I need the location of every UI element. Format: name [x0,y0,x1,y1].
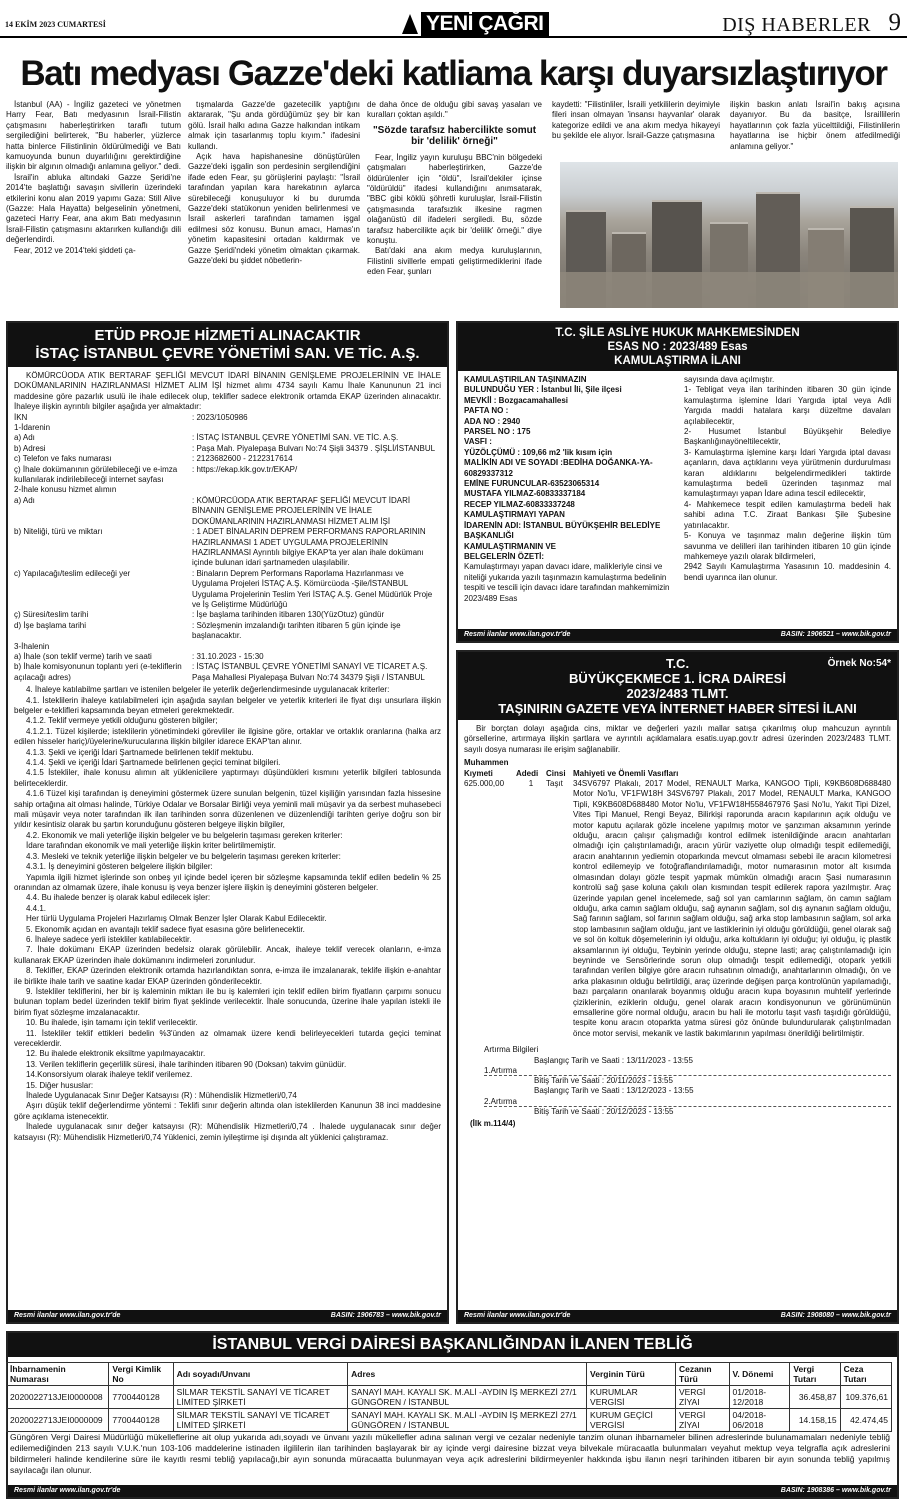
detail-row [14,444,441,454]
enforcement-notice [456,650,899,1324]
tax-notice-title: İSTANBUL VERGİ DAİRESİ BAŞKANLIĞINDAN İLANEN TEBLİĞ [8,1333,897,1357]
file-number: 2023/2483 TLMT. [626,686,729,701]
detail-key: b) Niteliği, türü ve miktarı [14,527,103,537]
expropriation-clause: sayısında dava açılmıştır. [684,375,775,384]
item-description: 34SV6797 Plakalı, 2017 Model, RENAULT Marka, KANGOO Tipli, K9KB608D688480 Motor No'lu, VF1FW18H 34SV6797 Plakalı, 2017 Model, RENAULT Marka, KANGOO Tipli, K9KB608D688480 Motor No'lu, VF1FW18H558467976 Şasi No'lu, Yakıt Tipi Dizel, Vites Tipi Manuel, Rengi Beyaz, Bilirkişi raporunda aracın kapılarının açık olduğu ve motor kaputu açılarak gözle incelene yapılmış motor ve şanzıman aksamının yerinde olduğu, aracın çalışır çalışmadığı kontrol edilmek istenildiğinde aracın anahtarları olmadığı için çalıştırılamadığı, aracın yürür vaziyette olup olmadığı tespit edilemediği, aracın anahtarının yediemin otoparkında mevcut olmaması sebebi ile aracın kilometresi kontrol edilemeyip ve fotoğraflandırılamadığı, motor numarasının motor alt kısımda olmasından dolayı gözle tespit yapmak mümkün olmadığı aracın Şasi numarasının kontrolü sağ şase koluna çakılı olan kısmından tespit edilerek rapora yazılmıştır. Araç üzerinde yapılan genel incelemede, sağ sol yan camlarının sağlam, ön camın sağlam olduğu, arka camın sağlam olduğu, sağ aynanın sağlam, sol dış aynanın sağlam olduğu, Sağ farının sağlam, sol farının sağlam olduğu, sağ arka stop lambasının sağlam, sol arka stop lambasının sağlam olduğu, jant ve lastiklerinin iyi olduğu görüldüğü, genel olarak sağ ve sol ön koltuk döşemelerinin iyi olduğu, arka koltukların iyi olduğu; iyi olduğu, iç plastik aksamlarının iyi olduğu, Teybinin yerinde olduğu, stepne lasti; araç çalıştırılamadığı için beyninde ve Sensörlerinde sorun olup olmadığı tespit edilemediği, otopark yetkili tarafından verilen bilgiye göre aracın ruhsatının olmadığı, anahtarlarının olmadığı, ön ve arka plakasının olduğu belirtildiği, araç üzerinde değişen parça kontrolünün yapılamadığı, bazı parçaların onarılarak boyanmış olduğu aracın kupa boyasının muhtelif yerlerinde çiziklerinin, eziklerin olduğu, genel olarak aracın kondisyonunun ve görünümünün emsallerine göre normal olduğu, aracın bu hali ile motorlu taşıt vasfı taşıdığı görüldüğü, tespite konu aracın otoparkta yatma süresi göz önünde bulundurularak çalıştırılmadan önce motor servisi, mekanik ve lastik bakımlarının yapılması önerildiği belirtilmiştir. [573,779,891,1038]
condition-paragraph: 12. Bu ihalede elektronik eksiltme yapılmayacaktır. [26,1049,206,1059]
col-muhammen: Muhammen [464,758,509,768]
condition-paragraph: 4.4.1. [26,903,47,913]
expropriation-line: BELGELERİN ÖZETİ: [464,551,544,561]
tax-notice-body: Güngören Vergi Dairesi Müdürlüğü mükelleflerine ait olup yukarıda adı,soyadı ve ünvanı yazılı mükellefler adına salınan vergi ve cezalar nedeniyle tanzim olunan ihbarnameler bilinen adreslerinde bulunamamaları nedeniyle tebliğ edilemediğinden 213 sayılı V.U.K.'nun 103-106 maddelerine istinaden ilgililerin ilan tarihinden başlayarak bir ay içinde vergi dairesine bizzat veya bilvekale müracaatla bulunmaları veyahut mektup veya telgrafla açık adreslerini bildirmeleri halinde kendilerine süre ile kayıtlı resmi tebliğ yapılacağı,bir ayın sonunda müracaatta bulunmayan veya açık adreslerini bildirmeyenler hakkında işbu ilanın neşri tarihinden itibaren bir ayın sonunda tebliğ yapılmış sayılacağı ilan olunur. [10,1432,890,1475]
tax-col-header: Cezanın Türü [675,1363,729,1386]
paragraph: kaydetti: "Filistinliler, İsraili yetkililerin deyimiyle fileri insan olmayan 'insansı hayvanlar' olarak kategorize edildi ve ana akım medya hikayeyi bu şekilde ele alıyor. İsrail-Gazze çatışmasına [552,100,720,141]
tax-cell: SİLMAR TEKSTİL SANAYİ VE TİCARET LİMİTED ŞİRKETİ [173,1409,348,1432]
detail-row [14,527,441,569]
paragraph: Fear, 2012 ve 2014'teki şiddeti ça- [14,245,136,255]
detail-row [14,642,441,652]
condition-paragraph: 4. İhaleye katılabilme şartları ve istenilen belgeler ile yeterlik değerlendirmesinde uygulanacak kriterler: [26,685,390,695]
detail-key: b) Adresi [14,443,46,453]
detail-row [14,496,441,527]
tax-cell: VERGİ ZİYAI [675,1409,729,1432]
tax-cell: 2020022713JEI0000009 [7,1409,109,1432]
col-adedi: Adedi [516,768,539,778]
item-value: 625.000,00 [464,779,505,789]
paragraph: Fear, İngiliz yayın kuruluşu BBC'nin bölgedeki çatışmaları haberleştirirken, Gazze'de öldürülenler için "öldü", İsrail'dekiler içinse "öldürüldü" ifadesi kullandığını anımsatarak, "BBC gibi köklü şöhretli kuruluşlar, İsrail-Filistin çatışmasında tarafsızlık ilkesine ragmen olağanüstü dil ifadeleri sergiledi. Bu, sözde tarafsız habercilikte açık bir 'delilik' örneği." diye konuştu. [367,152,542,246]
detail-value [192,642,441,652]
expropriation-line: VASFI : [464,437,492,447]
detail-value: : 2123682600 - 2122317614 [192,454,293,464]
condition-paragraph: Her türlü Uygulama Projeleri Hazırlamış Olmak Benzer İşler Olarak Kabul Edilecektir. [26,914,327,924]
auction-2-end: Bitiş Tarih ve Saati : 20/12/2023 - 13:55 [534,1106,674,1116]
footer-ilan-link[interactable]: Resmi ilanlar www.ilan.gov.tr'de [14,1487,121,1494]
expropriation-line: İDARENİN ADI: İSTANBUL BÜYÜKŞEHİR BELEDİYE BAŞKANLIĞI [464,520,661,541]
subheading: "Sözde tarafsız habercilikte somut bir 'delilik' örneği" [372,124,537,147]
detail-row [14,610,441,620]
condition-paragraph: 15. Diğer hususlar: [26,1080,94,1090]
detail-value [192,423,441,433]
tax-col-header: Vergi Kimlik No [109,1363,173,1386]
expropriation-clause: 3- Kamulaştırma işlemine karşı İdari Yargıda iptal davası açanların, dava açtıklarını veya yürütmenin durdurulması karan aldıklarını belgelendirmedikleri taktirde kamulaştırma bedeli üzerinden taşınmaz mal kamulaştırmayı yapan İdare adına tescil edilecektir, [684,447,891,499]
condition-paragraph: 4.4. Bu ihalede benzer iş olarak kabul edilecek işler: [26,893,211,903]
issue-date: 14 EKİM 2023 CUMARTESİ [5,20,106,29]
condition-paragraph: 4.2. Ekonomik ve mali yeterliğe ilişkin belgeler ve bu belgelerin taşıması gereken kriterler: [26,830,343,840]
condition-paragraph: Aşırı düşük teklif değerlendirme yöntemi : Teklifi sınır değerin altında olan isteklilerden Kanunun 38 inci maddesine göre açıklama istenecektir. [14,1101,441,1121]
condition-paragraph: 6. İhaleye sadece yerli istekliler katılabilecektir. [26,934,192,944]
detail-row [14,485,441,495]
condition-paragraph: İdare tarafından ekonomik ve mali yeterliğe ilişkin kriter belirtilmemiştir. [26,841,276,851]
expropriation-clause: 1- Tebligat veya ilan tarihinden itibaren 30 gün içinde kamulaştırma işlemine İdari Yargıda iptal veya Adli Yargıda maddi hatalara karşı düzeltme davaları açılabilecektir, [684,385,891,426]
article-column-1 [6,100,181,256]
article-column-4 [552,100,720,142]
tax-cell: KURUM GEÇİCİ VERGİSİ [587,1409,676,1432]
detail-value [192,485,441,495]
item-type: Taşıt [546,779,563,789]
expropriation-line: PARSEL NO : 175 [464,427,531,437]
tax-cell: VERGİ ZİYAI [675,1386,729,1409]
detail-key: b) İhale komisyonunun toplantı yeri (e-tekliflerin açılacağı adres) [14,662,182,682]
condition-paragraph: 4.1.2. Teklif vermeye yetkili olduğunu gösteren bilgiler; [26,716,218,726]
tax-cell: 109.376,61 [840,1386,891,1409]
footer-basin: BASIN: 1908080 – www.bik.gov.tr [780,1312,891,1319]
gaza-destruction-photo [560,162,898,308]
detail-value: : İSTAÇ İSTANBUL ÇEVRE YÖNETİMİ SANAYİ VE TİCARET A.Ş. Paşa Mahallesi Piyalepaşa Bulvarı No:74 34379 Şişli / İSTANBUL [192,662,428,682]
auction-1-end: Bitiş Tarih ve Saati : 20/11/2023 - 13:55 [534,1076,673,1085]
detail-key: a) İhale (son teklif verme) tarih ve saati [14,651,152,661]
tax-col-header: Adres [348,1363,587,1386]
item-count: 1 [528,779,534,789]
tax-row [7,1409,892,1432]
court-title: T.C. ŞİLE ASLİYE HUKUK MAHKEMESİNDEN [555,327,800,339]
paragraph: de daha önce de olduğu gibi savaş yasaları ve kuralları çoktan aşıldı." [367,100,542,120]
detail-key: c) Telefon ve faks numarası [14,454,112,464]
detail-value: : Sözleşmenin imzalandığı tarihten itibaren 5 gün içinde işe başlanacaktır. [192,620,401,641]
auction-2-label: 2.Artırma [484,1096,517,1106]
detail-key: İKN [14,412,28,422]
tax-col-header: Vergi Tutarı [790,1363,840,1386]
condition-paragraph: 4.1.2.1. Tüzel kişilerde; isteklilerin yönetimindeki görevliler ile ilgisine göre, ortaklar ve ortaklık oranlarına (halka arz edilen hisseler hariç)/üyelerine/kurucularına ilişkin bilgiler idarece EKAP'tan alınır. [14,726,441,747]
condition-paragraph: 4.3. Mesleki ve teknik yeterliğe ilişkin belgeler ve bu belgelerin taşıması gereken kriterler: [26,851,341,861]
tax-col-header: İhbarnamenin Numarası [7,1363,109,1386]
logo-flame-icon [402,14,418,34]
detail-row [14,423,441,433]
detail-row [14,662,441,683]
expropriation-line: MUSTAFA YILMAZ-60833337184 [464,489,586,499]
tax-col-header: Verginin Türü [587,1363,676,1386]
tender-details [14,413,441,684]
footer-basin: BASIN: 1906783 – www.bik.gov.tr [330,1312,441,1319]
tax-table [6,1362,892,1432]
paragraph: Batı'daki ana akım medya kuruluşlarının, Filistinli sivillerle empati geliştirmediklerini ifade eden Fear, şunları [367,246,542,277]
tax-row [7,1386,892,1409]
enforcement-intro: Bir borçtan dolayı aşağıda cins, miktar ve değerleri yazılı mallar satışa çıkarılmış olup mahcuzun ayrıntılı görsellerine, artırmaya ilişkin şartlara ve ayrıntılı açıklamalara esatis.uyap.gov.tr adresi üzerinden 2023/2483 TLMT. sayılı dosya numarası ile erişim sağlanabilir. [464,724,891,754]
condition-paragraph: 11. İstekliler teklif ettikleri bedelin %3'ünden az olmamak üzere kendi belirleyecekleri tutarda geçici teminat vereceklerdir. [14,1028,441,1048]
tender-conditions [14,685,441,1143]
tender-notice-header [8,323,447,367]
expropriation-line: KAMULAŞTIRMAYI YAPAN [464,510,565,520]
detail-value: : İSTAÇ İSTANBUL ÇEVRE YÖNETİMİ SAN. VE TİC. A.Ş. [192,433,399,443]
condition-paragraph: 4.1.5 İstekliler, ihale konusu alımın alt yüklenicilere yaptırmayı düşündükleri kısmını yeterlik bilgileri tablosunda belirteceklerdir. [14,768,441,788]
expropriation-line: MALİKİN ADI VE SOYADI :BEDİHA DOĞANKA-YA-60829337312 [464,458,653,478]
auction-start: Başlangıç Tarih ve Saati : 13/11/2023 - 13:55 [534,1055,693,1065]
paragraph: İsrail'in abluka altındaki Gazze Şeridi'ne 2014'te başlattığı savaşın sivillerin üzerindeki etkilerini konu alan 2019 yapımı Gaza: Still Alive (Gazze: Hala Hayatta) belgeselinin yönetmeni, gazeteci Harry Fear, ana akım Batı medyasının İsrail-Filistin çatışmasını aktarırken kullandığı dili değerlendirdi. [6,172,181,245]
condition-paragraph: 14.Konsorsiyum olarak ihaleye teklif verilemez. [26,1070,193,1080]
auction-title: Artırma Bilgileri [484,1045,539,1055]
tax-cell: SANAYİ MAH. KAYALI SK. M.ALİ -AYDIN İŞ MERKEZİ 27/1 GÜNGÖREN / İSTANBUL [348,1386,587,1409]
headline: Batı medyası Gazze'deki katliama karşı duyarsızlaştırıyor [20,54,887,93]
auction-2-start: Başlangıç Tarih ve Saati : 13/12/2023 - 13:55 [534,1086,694,1096]
paragraph: Açık hava hapishanesine dönüştürülen Gazze'deki işgalin son perdesinin sergilendiğini ifade eden Fear, şu görüşlerini paylaştı: "İsrail tarafından yapılan kara harekatının aylarca sürebileceği konuşuluyor ki bu durumda Gazze'deki statükonun yeniden belirlenmesi ve İsrail askerleri tarafından tamamen işgal edilmesi söz konusu. Bunun amacı, Hamas'ın yönetim kapasitesini ortadan kaldırmak ve Gazze Şeridi'ndeki yönetim olmaktan çıkarmak. Gazze'deki bu şiddet nöbetlerin- [188,152,360,266]
condition-paragraph: 10. Bu ihalede, işin tamamı için teklif verilecektir. [26,1018,198,1028]
footer-basin: BASIN: 1908386 – www.bik.gov.tr [780,1487,891,1494]
ornek-number: Örnek No:54* [827,658,891,669]
tax-cell: SİLMAR TEKSTİL SANAYİ VE TİCARET LİMİTED ŞİRKETİ [173,1386,348,1409]
detail-key: ç) İhale dokümanının görülebileceği ve e-imza kullanılarak indirilebileceği internet sayfası [14,464,178,485]
tax-cell: 7700440128 [109,1409,173,1432]
expropriation-line: RECEP YILMAZ-60833337248 [464,499,575,509]
detail-row [14,652,441,662]
detail-value: : KÖMÜRCÜODA ATIK BERTARAF ŞEFLİĞİ MEVCUT İDARİ BİNANIN GENİŞLEME PROJELERİNİN VE İHALE DOKÜMANLARININ HAZIRLANMASI HİZMET ALIM İŞİ [192,495,411,526]
condition-paragraph: 9. İstekliler tekliflerini, her bir iş kaleminin miktarı ile bu iş kalemleri için teklif edilen birim fiyatların çarpımı sonucu bulunan toplam bedel üzerinden teklif birim fiyat şeklinde verilecektir. İhale sonucunda, üzerine ihale yapılan istekli ile birim fiyat sözleşme imzalanacaktır. [14,986,441,1017]
expropriation-line: ADA NO : 2940 [464,416,521,426]
section-title: DIŞ HABERLER [722,14,871,36]
tender-footer [8,1310,447,1322]
page-header [0,0,907,38]
expropriation-right-col [684,375,891,604]
expropriation-line: KAMULAŞTIRILAN TAŞINMAZIN [464,375,587,384]
detail-key: a) Adı [14,495,35,505]
office-title: BÜYÜKÇEKMECE 1. İCRA DAİRESİ [569,671,786,686]
enforcement-footer [458,1310,897,1322]
tax-cell: 7700440128 [109,1386,173,1409]
notice-type: KAMULAŞTIRMA İLANI [614,355,741,367]
detail-value: : Paşa Mah. Piyalepaşa Bulvarı No:74 Şişli 34379 . ŞİŞLİ/İSTANBUL [192,443,436,453]
expropriation-line: KAMULAŞTIRMANIN VE [464,541,556,551]
condition-paragraph: 4.3.1. İş deneyimini gösteren belgelere ilişkin bilgiler: [26,862,213,872]
detail-value: : İşe başlama tarihinden itibaren 130(YüzOtuz) gündür [192,610,385,620]
detail-value: : 31.10.2023 - 15:30 [192,651,264,661]
condition-paragraph: 13. Verilen tekliflerin geçerlilik süresi, ihale tarihinden itibaren 90 (Doksan) takvim günüdür. [26,1059,347,1069]
tender-company: İSTAÇ İSTANBUL ÇEVRE YÖNETİMİ SAN. VE TİC. A.Ş. [35,345,420,362]
expropriation-line: PAFTA NO : [464,406,509,416]
tender-intro: KÖMÜRCÜODA ATIK BERTARAF ŞEFLİĞİ MEVCUT İDARİ BİNANIN GENİŞLEME PROJELERİNİN VE İHALE DOKÜMANLARININ HAZIRLANMASI HİZMET ALIM İŞİ hizmet alımı 4734 sayılı Kamu İhale Kanununun 21 inci maddesine göre pazarlık usulü ile ihale edilecek olup, teklifler sadece elektronik ortamda EKAP üzerinden alınacaktır. İhaleye ilişkin ayrıntılı bilgiler aşağıda yer almaktadır: [14,371,441,412]
tax-cell: SANAYİ MAH. KAYALI SK. M.ALİ -AYDIN İŞ MERKEZİ 27/1 GÜNGÖREN / İSTANBUL [348,1409,587,1432]
expropriation-clause: 5- Konuya ve taşınmaz malın değerine ilişkin tüm savunma ve delilleri ilan tarihinden itibaren 10 gün içinde mahkemeye yazılı olarak bildirmeleri, [684,531,891,561]
article-column-3 [367,100,542,278]
article-column-2 [188,100,360,267]
detail-row [14,621,441,642]
condition-paragraph: İhalede uygulanacak sınır değer katsayısı (R): Mühendislik Hizmetleri/0,74 . İhalede uygulanacak sınır değer katsayısı (R): Mühendislik Hizmetleri/0,74 Yüklenici, zemin iyileştirme işi dışında alt yüklenici çalıştıramaz. [14,1122,441,1142]
detail-value: : Binaların Deprem Performans Raporlama Hazırlanması ve Uygulama Projeleri İSTAÇ A.Ş. Kömürcüoda -Şile/İSTANBUL Uygulama Projelerinin Teslim Yeri İSTAÇ A.Ş. Genel Müdürlük Proje ve İş Geliştirme Müdürlüğü [192,568,433,609]
detail-value: : https://ekap.kik.gov.tr/EKAP/ [192,464,298,474]
legal-reference: (İlk m.114/4) [470,1119,516,1129]
detail-value: : 2023/1050986 [192,412,248,422]
expropriation-line: YÜZÖLÇÜMÜ : 109,66 m2 'lik kısım için [464,447,613,457]
tax-col-header: Ceza Tutarı [840,1363,891,1386]
condition-paragraph: 5. Ekonomik açıdan en avantajlı teklif sadece fiyat esasına göre belirlenecektir. [26,924,305,934]
paragraph: İstanbul (AA) - İngiliz gazeteci ve yönetmen Harry Fear, Batı medyasının İsrail-Filistin çatışmasını haberleştirirken taraflı tutum sergilediğini belirterek, "Bu haberler, yüzlerce hatta binlerce Filistinlinin öldürülmediği ve Batı kamuoyunda bunun duyarlılığını gerektirdiğine ilişkin bir algının olmadığı anlamına geliyor." dedi. [6,100,181,172]
expropriation-line: EMİNE FURUNCULAR-63523065314 [464,479,600,489]
tax-cell: 42.474,45 [840,1409,891,1432]
detail-key: ç) Süresi/teslim tarihi [14,610,89,620]
detail-row [14,433,441,443]
auction-info [464,1045,891,1129]
notice-title: TAŞINIRIN GAZETE VEYA İNTERNET HABER SİTESİ İLANI [498,701,857,716]
expropriation-header [458,323,897,371]
condition-paragraph: 7. İhale dokümanı EKAP üzerinden bedelsiz olarak görülebilir. Ancak, ihaleye teklif verecek olanların, e-imza kullanarak EKAP üzerinden ihale dokümanını indirmeleri zorunludur. [14,945,441,965]
auction-1 [484,1066,891,1076]
tax-cell: KURUMLAR VERGİSİ [587,1386,676,1409]
condition-paragraph: Yapımla ilgili hizmet işlerinde son onbeş yıl içinde bedel içeren bir sözleşme kapsamında teklif edilen bedelin % 25 oranından az olmamak üzere, ihale konusu iş veya benzer işlere ilişkin iş deneyimini gösteren belgeler. [14,872,441,892]
tax-cell: 04/2018-06/2018 [729,1409,790,1432]
tax-col-header: Adı soyadı/Unvanı [173,1363,348,1386]
detail-key: 2-İhale konusu hizmet alımın [14,485,117,495]
footer-ilan-link[interactable]: Resmi ilanlar www.ilan.gov.tr'de [464,631,571,638]
detail-row [14,413,441,423]
paragraph: tışmalarda Gazze'de gazetecilik yaptığını aktararak, "Şu anda gördüğümüz şey bir kan gölü. İsrail halkı adına Gazze halkından intikam almak için tasarlanmış toplu kıyım." ifadesini kullandı. [188,100,360,151]
tax-table-header [7,1363,892,1386]
expropriation-line: Kamulaştırmayı yapan davacı idare, malikleriyle cinsi ve niteliği yukarıda yazılı taşınmazın kamulaştırma bedelinin tespiti ve tescili için davacı idare tarafından mahkemimizin 2023/489 Esas [464,562,670,603]
expropriation-left-col [464,375,676,604]
tax-col-header: V. Dönemi [729,1363,790,1386]
tc-label: T.C. [665,656,690,671]
expropriation-clause: 2942 Sayılı Kamulaştırma Yasasının 10. maddesinin 4. bendi uyarınca ilan olunur. [684,562,891,582]
page-number: 9 [888,9,901,36]
detail-key: a) Adı [14,433,35,443]
enforcement-header [458,652,897,720]
detail-key: d) İşe başlama tarihi [14,620,87,630]
tax-cell: 01/2018-12/2018 [729,1386,790,1409]
expropriation-clause: 2- Husumet İstanbul Büyükşehir Belediye Başkanlığınayöneltilecektir, [684,427,891,447]
tax-footer [8,1485,897,1497]
col-kiymeti: Kıymeti [464,768,493,778]
auction-1-label: 1.Artırma [484,1066,517,1075]
detail-key: 1-İdarenin [14,423,51,433]
col-mahiyet: Mahiyeti ve Önemli Vasıfları [573,768,679,778]
condition-paragraph: 4.1.3. Şekli ve içeriği İdari Şartnamede belirlenen teklif mektubu. [26,747,254,757]
tax-cell: 36.458,87 [790,1386,840,1409]
condition-paragraph: 8. Teklifler, EKAP üzerinden elektronik ortamda hazırlandıktan sonra, e-imza ile imzalanarak, teklife ilişkin e-anahtar ile birlikte ihale tarih ve saatine kadar EKAP üzerinden gönderilecektir. [14,966,441,986]
article-column-5 [730,100,900,152]
condition-paragraph: 4.1.6 Tüzel kişi tarafından iş deneyimini göstermek üzere sunulan belgenin, tüzel kişiliğin yarısından fazla hissesine sahip ortağına ait olması halinde, Türkiye Odalar ve Borsalar Birliği veya yeminli mali müşavir ya da serbest muhasebeci mali müşavir veya noter tarafından ilk ilan tarihinden sonra düzenlenen ve düzenlendiği tarihten geriye doğru son bir yıldır kesintisiz olarak bu şartın korunduğunu gösteren belgeye ilişkin bilgiler, [14,789,441,830]
auction-2 [484,1097,891,1107]
paragraph: ilişkin baskın anlatı İsrail'in bakış açısına dayanıyor. Bu da basitçe, İsraillilerin hayatlarının çok fazla yücelttildiği, Filistinlilerin hayatlarına ise hiçbir önem atfedilmediği anlamına geliyor." [730,100,900,151]
expropriation-line: BULUNDUĞU YER : İstanbul İli, Şile ilçesi [464,385,622,395]
footer-ilan-link[interactable]: Resmi ilanlar www.ilan.gov.tr'de [464,1312,571,1319]
footer-ilan-link[interactable]: Resmi ilanlar www.ilan.gov.tr'de [14,1312,121,1319]
logo-text: YENİ ÇAĞRI [421,12,549,36]
condition-paragraph: 4.1.4. Şekli ve içeriği İdari Şartnamede belirlenen geçici teminat bilgileri. [26,758,281,768]
expropriation-notice [456,321,899,643]
tender-title: ETÜD PROJE HİZMETİ ALINACAKTIR [94,327,361,344]
col-cinsi: Cinsi [546,768,566,778]
detail-row [14,569,441,611]
footer-basin: BASIN: 1906521 – www.bik.gov.tr [780,631,891,638]
tender-notice [6,321,449,1324]
tax-cell: 2020022713JEI0000008 [7,1386,109,1409]
expropriation-footer [458,629,897,641]
detail-row [14,454,441,464]
tax-table-body [7,1386,892,1432]
condition-paragraph: İhalede Uygulanacak Sınır Değer Katsayısı (R) : Mühendislik Hizmetleri/0,74 [26,1091,297,1101]
detail-key: c) Yapılacağı/teslim edileceği yer [14,568,131,578]
case-number: ESAS NO : 2023/489 Esas [607,341,748,353]
newspaper-logo [402,11,549,37]
tax-cell: 14.158,15 [790,1409,840,1432]
detail-value: : 1 ADET BİNALARIN DEPREM PERFORMANS RAPORLARININ HAZIRLANMASI 1 ADET UYGULAMA PROJELERİNİN HAZIRLANMASI Ayrıntılı bilgiye EKAP'ta yer alan ihale dokümanı içinde bulunan idari şartnameden ulaşılabilir. [192,527,426,568]
detail-key: 3-İhalenin [14,641,50,651]
detail-row [14,465,441,486]
expropriation-clause: 4- Mahkemece tespit edilen kamulaştırma bedeli hak sahibi adına T.C. Ziraat Bankası Şile Şubesine yatırılacaktır. [684,499,891,530]
condition-paragraph: 4.1. İsteklilerin ihaleye katılabilmeleri için aşağıda sayılan belgeler ve yeterlik kriterleri ile fiyat dışı unsurlara ilişkin belgeler e-teklifleri kapsamında beyan etmeleri gerekmektedir. [14,695,441,715]
expropriation-line: MEVKİİ : Bozgacamahallesi [464,395,569,405]
